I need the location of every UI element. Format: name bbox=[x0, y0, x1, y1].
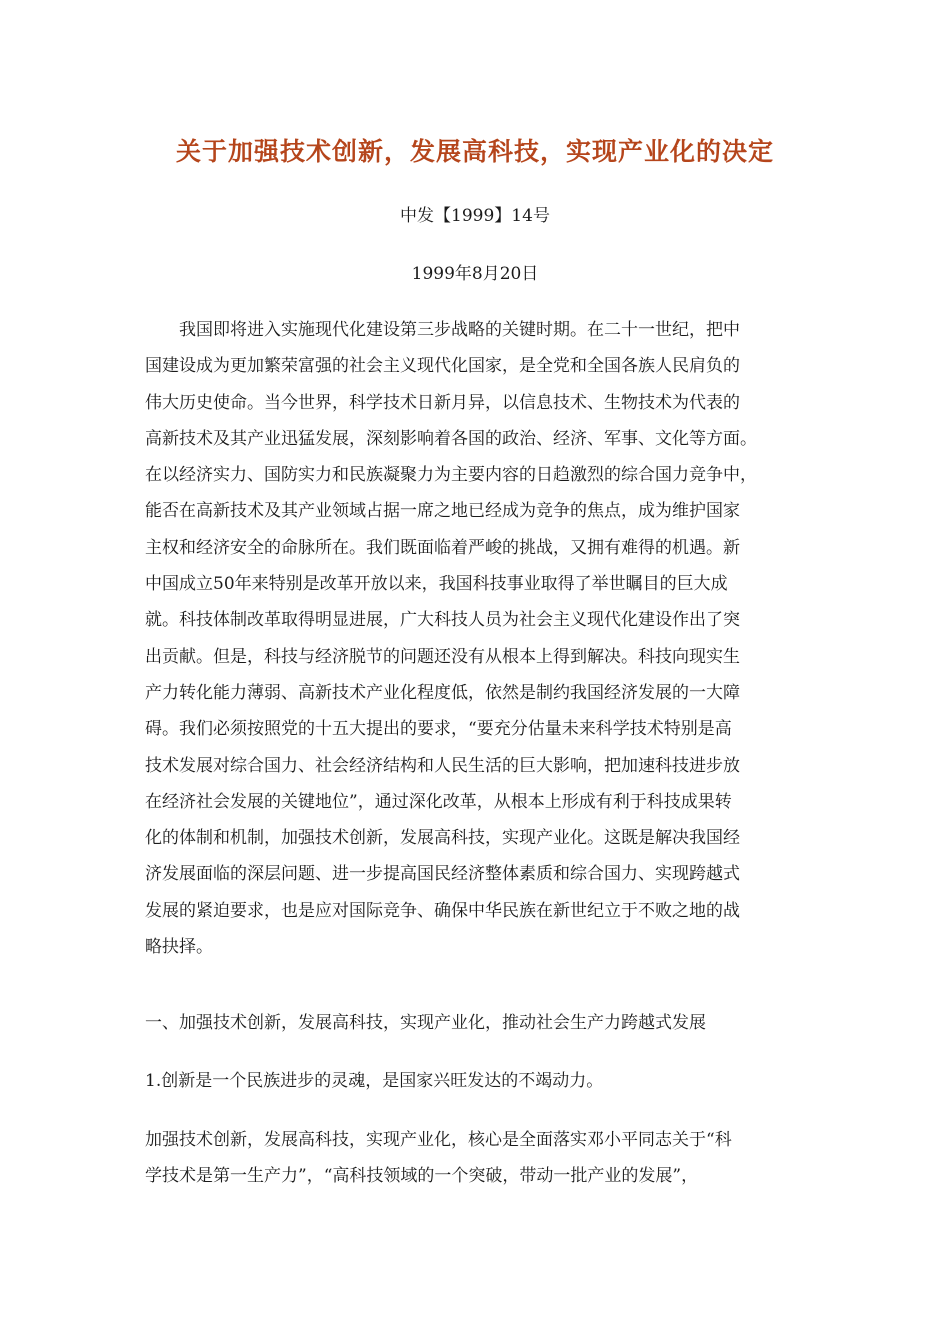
paragraph-line: 发展的紧迫要求，也是应对国际竞争、确保中华民族在新世纪立于不败之地的战 bbox=[145, 900, 740, 921]
paragraph-line: 产力转化能力薄弱、高新技术产业化程度低，依然是制约我国经济发展的一大障 bbox=[145, 682, 740, 703]
paragraph-line: 主权和经济安全的命脉所在。我们既面临着严峻的挑战，又拥有难得的机遇。新 bbox=[145, 537, 740, 558]
paragraph-line: 我国即将进入实施现代化建设第三步战略的关键时期。在二十一世纪，把中 bbox=[145, 320, 740, 340]
document-title: 关于加强技术创新，发展高科技，实现产业化的决定 bbox=[175, 137, 774, 166]
paragraph-line: 伟大历史使命。当今世界，科学技术日新月异，以信息技术、生物技术为代表的 bbox=[145, 392, 740, 413]
paragraph-line: 能否在高新技术及其产业领域占据一席之地已经成为竞争的焦点，成为维护国家 bbox=[145, 501, 740, 522]
paragraph-line: 高新技术及其产业迅猛发展，深刻影响着各国的政治、经济、军事、文化等方面。 bbox=[145, 428, 757, 449]
paragraph-line: 在以经济实力、国防实力和民族凝聚力为主要内容的日趋激烈的综合国力竞争中， bbox=[145, 465, 757, 486]
section-heading: 一、加强技术创新，发展高科技，实现产业化，推动社会生产力跨越式发展 bbox=[145, 1013, 706, 1033]
body-paragraph bbox=[145, 1122, 825, 1195]
paragraph-line: 化的体制和机制，加强技术创新，发展高科技，实现产业化。这既是解决我国经 bbox=[145, 828, 740, 849]
paragraph-line: 出贡献。但是，科技与经济脱节的问题还没有从根本上得到解决。科技向现实生 bbox=[145, 646, 740, 667]
paragraph-line: 加强技术创新，发展高科技，实现产业化，核心是全面落实邓小平同志关于“科 bbox=[145, 1130, 732, 1150]
paragraph-line: 就。科技体制改革取得明显进展，广大科技人员为社会主义现代化建设作出了突 bbox=[145, 610, 740, 631]
intro-paragraph bbox=[145, 312, 825, 965]
paragraph-line: 略抉择。 bbox=[145, 937, 213, 958]
document-number: 中发【1999】14号 bbox=[400, 206, 550, 226]
document-date: 1999年8月20日 bbox=[411, 264, 539, 284]
paragraph-line: 碍。我们必须按照党的十五大提出的要求，“要充分估量未来科学技术特别是高 bbox=[145, 719, 732, 740]
paragraph-line: 在经济社会发展的关键地位”，通过深化改革，从根本上形成有利于科技成果转 bbox=[145, 791, 732, 812]
paragraph-line: 学技术是第一生产力”，“高科技领域的一个突破，带动一批产业的发展”， bbox=[145, 1166, 699, 1187]
paragraph-line: 中国成立50年来特别是改革开放以来，我国科技事业取得了举世瞩目的巨大成 bbox=[145, 574, 728, 595]
paragraph-line: 国建设成为更加繁荣富强的社会主义现代化国家，是全党和全国各族人民肩负的 bbox=[145, 356, 740, 377]
paragraph-line: 技术发展对综合国力、社会经济结构和人民生活的巨大影响，把加速科技进步放 bbox=[145, 755, 740, 776]
sub-heading: 1.创新是一个民族进步的灵魂，是国家兴旺发达的不竭动力。 bbox=[145, 1071, 604, 1091]
paragraph-line: 济发展面临的深层问题、进一步提高国民经济整体素质和综合国力、实现跨越式 bbox=[145, 864, 740, 885]
